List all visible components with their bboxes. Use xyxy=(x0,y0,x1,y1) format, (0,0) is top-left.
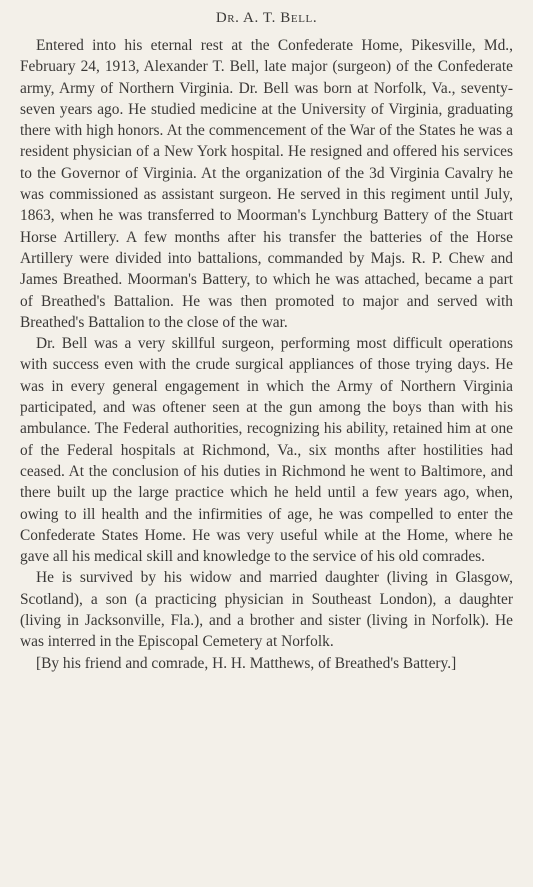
obituary-title: Dr. A. T. Bell. xyxy=(215,10,318,26)
obituary-paragraph-survivors: He is survived by his widow and married daughter (living in Glasgow, Scotland), a son (a practicing physician in Southeast London), a daughter (living in Jacksonville, Fla.), and a brother and sister (living in Norfolk). He was interred in the Episcopal Cemetery at Norfolk. xyxy=(20,569,513,651)
obituary-paragraph-career: Dr. Bell was a very skillful surgeon, performing most difficult operations with success even with the crude surgical appliances of those trying days. He was in every general engagement in which the Army of Northern Virginia participated, and was oftener seen at the gun among the boys than with his ambulance. The Federal authorities, recognizing his ability, retained him at one of the Federal hospitals at Richmond, Va., six months after hostilities had ceased. At the conclusion of his duties in Richmond he went to Baltimore, and there built up the large practice which he held until a few years ago, when, owing to ill health and the infirmities of age, he was compelled to enter the Confederate States Home. He was very useful while at the Home, where he gave all his medical skill and knowledge to the service of his old comrades. xyxy=(20,335,513,566)
obituary-paragraph-service: Entered into his eternal rest at the Confederate Home, Pikesville, Md., February 24, 1913, Alexander T. Bell, late major (surgeon) of the Confederate army, Army of Northern Virginia. Dr. Bell was born at Norfolk, Va., seventy-seven years ago. He studied medicine at the University of Virginia, graduating there with high honors. At the commencement of the War of the States he was a resident physician of a New York hospital. He resigned and offered his services to the Governor of Virginia. At the organization of the 3d Virginia Cavalry he was commissioned as assistant surgeon. He served in this regiment until July, 1863, when he was transferred to Moorman's Lynchburg Battery of the Stuart Horse Artillery. A few months after his transfer the batteries of the Horse Artillery were divided into battalions, commanded by Majs. R. P. Chew and James Breathed. Moorman's Battery, to which he was attached, became a part of Breathed's Battalion. He was then promoted to major and served with Breathed's Battalion to the close of the war. xyxy=(20,37,513,331)
obituary-attribution: [By his friend and comrade, H. H. Matthews, of Breathed's Battery.] xyxy=(36,654,457,672)
